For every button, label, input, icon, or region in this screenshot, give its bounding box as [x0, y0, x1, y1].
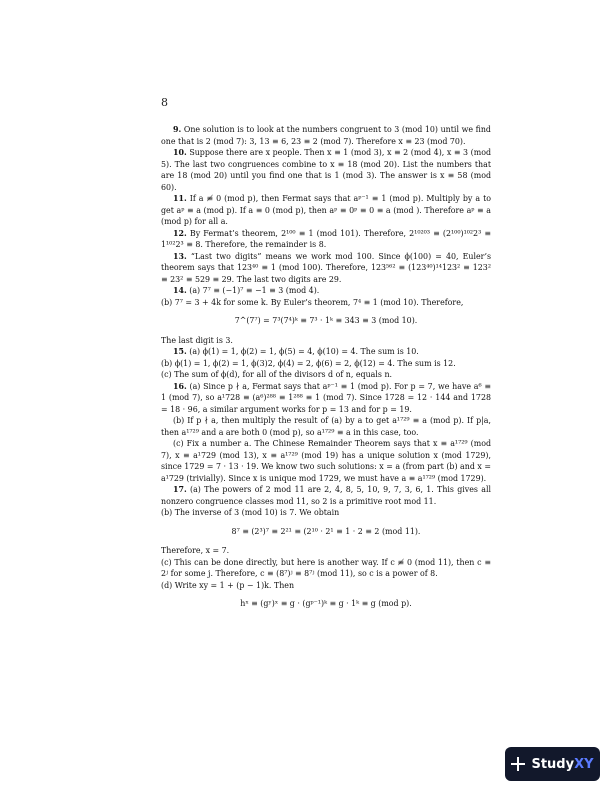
problem-number: 15. [173, 347, 187, 356]
page-number: 8 [161, 96, 168, 109]
solutions-text [161, 124, 491, 618]
solution-15b: (b) ϕ(1) = 1, ϕ(2) = 1, ϕ(3)2, ϕ(4) = 2, ϕ(6) = 2, ϕ(12) = 4. The sum is 12. [161, 358, 456, 368]
problem-number: 13. [173, 251, 187, 261]
problem-number: 11. [173, 194, 187, 203]
problem-number: 12. [173, 228, 187, 238]
solution-text: “Last two digits” means we work mod 100. Since ϕ(100) = 40, Euler’s theorem says that 123⁴⁰ ≡ 1 (mod 100). Therefore, 123⁵⁶² ≡ (123⁴⁰)¹⁴123² ≡ 123² ≡ 23² ≡ 529 ≡ 29. The last two digits are 29. [161, 251, 492, 284]
solution-17b-conclusion: Therefore, x = 7. [161, 546, 230, 555]
solution-text: By Fermat’s theorem, 2¹⁰⁰ ≡ 1 (mod 101). Therefore, 2¹⁰²⁰³ ≡ (2¹⁰⁰)¹⁰²2³ ≡ 1¹⁰²2³ ≡ 8. Therefore, the remainder is 8. [161, 228, 491, 249]
solution-text: (a) 7⁷ ≡ (−1)⁷ ≡ −1 ≡ 3 (mod 4). [189, 286, 320, 295]
solution-text: (a) Since p ∤ a, Fermat says that aᵖ⁻¹ ≡ 1 (mod p). For p = 7, we have a⁶ ≡ 1 (mod 7), so a¹728 ≡ (a⁶)²⁸⁸ ≡ 1²⁸⁸ ≡ 1 (mod 7). Since 1728 = 12 · 144 and 1728 = 18 · 96, a similar argument works for p = 13 and for p = 19. [161, 381, 491, 414]
solution-17c: (c) This can be done directly, but here is another way. If c ≢ 0 (mod 11), then c ≡ 2ʲ for some j. Therefore, c ≡ (8⁷)ʲ ≡ 8⁷ʲ (mod 11), so c is a power of 8. [161, 557, 491, 578]
equation-17b: 8⁷ ≡ (2³)⁷ ≡ 2²¹ ≡ (2¹⁰ · 2¹ ≡ 1 · 2 ≡ 2 (mod 11). [231, 526, 421, 536]
solution-text: (a) ϕ(1) = 1, ϕ(2) = 1, ϕ(5) = 4, ϕ(10) = 4. The sum is 10. [189, 347, 419, 356]
plus-icon [511, 757, 525, 771]
solution-17b: (b) The inverse of 3 (mod 10) is 7. We obtain [161, 508, 340, 517]
equation-17d: hˣ ≡ (gʸ)ˣ ≡ g · (gᵖ⁻¹)ᵏ ≡ g · 1ᵏ ≡ g (mod p). [240, 599, 412, 608]
brand-name [531, 757, 593, 772]
problem-number: 10. [173, 148, 187, 157]
solution-17a [161, 484, 491, 507]
equation-14b: 7^(7⁷) = 7³(7⁴)ᵏ ≡ 7³ · 1ᵏ ≡ 343 ≡ 3 (mod 10). [234, 316, 418, 325]
brand-name-accent: XY [574, 756, 594, 772]
solution-12 [161, 228, 491, 251]
solution-15a [161, 346, 491, 358]
solution-text: (a) The powers of 2 mod 11 are 2, 4, 8, 5, 10, 9, 7, 3, 6, 1. This gives all nonzero congruence classes mod 11, so 2 is a primitive root mod 11. [161, 485, 491, 506]
solution-9 [161, 124, 491, 147]
solution-text: If a ≢ 0 (mod p), then Fermat says that aᵖ⁻¹ ≡ 1 (mod p). Multiply by a to get aᵖ ≡ a (mod p). If a ≡ 0 (mod p), then aᵖ ≡ 0ᵖ ≡ 0 ≡ a (mod ). Therefore aᵖ ≡ a (mod p) for all a. [161, 194, 491, 226]
studyxy-logo[interactable] [505, 747, 600, 781]
solution-14-conclusion: The last digit is 3. [161, 335, 233, 345]
solution-text: Suppose there are x people. Then x ≡ 1 (mod 3), x ≡ 2 (mod 4), x ≡ 3 (mod 5). The last two congruences combine to x ≡ 18 (mod 20). List the numbers that are 18 (mod 20) until you find one that is 1 (mod 3). The answer is x ≡ 58 (mod 60). [161, 148, 491, 192]
solution-15c: (c) The sum of ϕ(d), for all of the divisors d of n, equals n. [161, 370, 393, 379]
problem-number: 17. [173, 485, 187, 494]
solution-11 [161, 193, 491, 228]
solution-14a [161, 285, 491, 297]
brand-name-main: Study [531, 756, 575, 772]
solution-10 [161, 147, 491, 193]
solution-13 [161, 251, 491, 286]
problem-number: 9. [173, 125, 182, 134]
solution-14b: (b) 7⁷ = 3 + 4k for some k. By Euler’s theorem, 7⁴ ≡ 1 (mod 10). Therefore, [161, 297, 464, 307]
solution-17d: (d) Write xy = 1 + (p − 1)k. Then [161, 580, 295, 590]
solution-16b: (b) If p ∤ a, then multiply the result of (a) by a to get a¹⁷²⁹ ≡ a (mod p). If p|a, then a¹⁷²⁹ and a are both 0 (mod p), so a¹⁷²⁹ ≡ a in this case, too. [161, 416, 491, 437]
problem-number: 14. [173, 286, 187, 295]
solution-16a [161, 381, 491, 416]
solution-16c: (c) Fix a number a. The Chinese Remainder Theorem says that x ≡ a¹⁷²⁹ (mod 7), x ≡ a¹729 (mod 13), x ≡ a¹⁷²⁹ (mod 19) has a unique solution x (mod 1729), since 1729 = 7 · 13 · 19. We know two such solutions: x = a (from part (b) and x = a¹729 (trivially). Since x is unique mod 1729, we must have a ≡ a¹⁷²⁹ (mod 1729). [161, 439, 491, 483]
problem-number: 16. [173, 381, 187, 391]
solution-text: One solution is to look at the numbers congruent to 3 (mod 10) until we find one that is 2 (mod 7): 3, 13 ≡ 6, 23 ≡ 2 (mod 7). Therefore x ≡ 23 (mod 70). [161, 125, 491, 146]
